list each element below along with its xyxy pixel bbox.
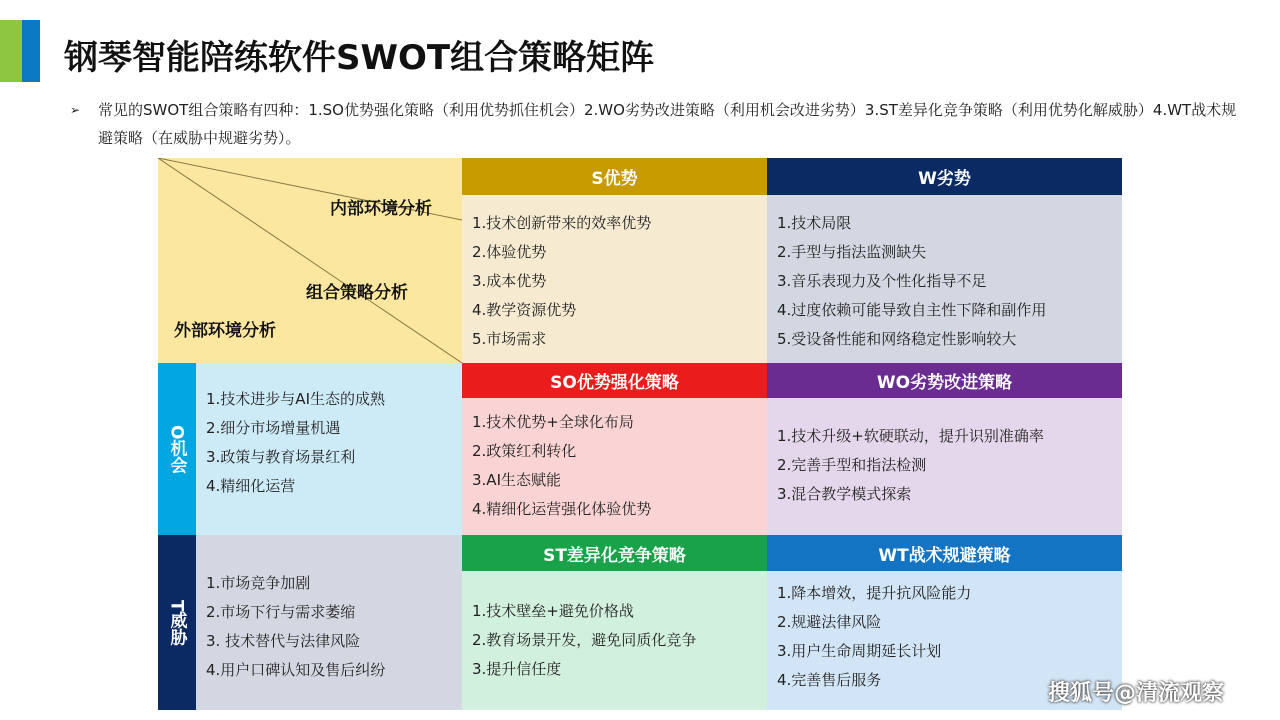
so-strategy-body [462, 398, 767, 535]
wo-strategy-header: WO劣势改进策略 [767, 363, 1122, 398]
list-item: 4.完善售后服务 [777, 671, 882, 689]
page-title: 钢琴智能陪练软件SWOT组合策略矩阵 [64, 38, 655, 78]
wt-strategy-header: WT战术规避策略 [767, 535, 1122, 571]
swot-matrix [158, 158, 1122, 710]
list-item: 3.AI生态赋能 [472, 471, 561, 489]
wo-strategy-body [767, 398, 1122, 535]
list-item: 4.教学资源优势 [472, 301, 577, 319]
list-item: 3.用户生命周期延长计划 [777, 642, 942, 660]
weaknesses-body [767, 195, 1122, 363]
intro-paragraph [70, 96, 1240, 152]
list-item: 2.细分市场增量机遇 [206, 419, 341, 437]
list-item: 3.政策与教育场景红利 [206, 448, 356, 466]
list-item: 3.提升信任度 [472, 660, 562, 678]
opportunities-body [196, 363, 462, 535]
list-item: 5.市场需求 [472, 330, 547, 348]
list-item: 1.技术创新带来的效率优势 [472, 214, 652, 232]
title-accent-green [0, 20, 22, 82]
list-item: 1.技术升级+软硬联动，提升识别准确率 [777, 427, 1044, 445]
threats-body [196, 535, 462, 710]
list-item: 1.技术壁垒+避免价格战 [472, 602, 634, 620]
list-item: 1.降本增效，提升抗风险能力 [777, 584, 972, 602]
strengths-body [462, 195, 767, 363]
threats-title: T威胁 [166, 599, 187, 646]
corner-label-external: 外部环境分析 [174, 321, 276, 341]
list-item: 1.技术进步与AI生态的成熟 [206, 390, 385, 408]
list-item: 2.手型与指法监测缺失 [777, 243, 927, 261]
opportunities-side-label [158, 363, 196, 535]
title-accent-blue [22, 20, 40, 82]
corner-label-internal: 内部环境分析 [330, 199, 432, 219]
list-item: 4.用户口碑认知及售后纠纷 [206, 661, 386, 679]
weaknesses-header: W劣势 [767, 158, 1122, 195]
list-item: 3.成本优势 [472, 272, 547, 290]
strengths-header: S优势 [462, 158, 767, 195]
list-item: 3. 技术替代与法律风险 [206, 632, 361, 650]
list-item: 4.过度依赖可能导致自主性下降和副作用 [777, 301, 1047, 319]
st-strategy-body [462, 571, 767, 710]
list-item: 2.市场下行与需求萎缩 [206, 603, 356, 621]
corner-cell [158, 158, 462, 363]
list-item: 3.混合教学模式探索 [777, 485, 912, 503]
list-item: 4.精细化运营强化体验优势 [472, 500, 652, 518]
so-strategy-header: SO优势强化策略 [462, 363, 767, 398]
list-item: 1.市场竞争加剧 [206, 574, 311, 592]
opportunities-title: O机会 [166, 424, 187, 474]
list-item: 5.受设备性能和网络稳定性影响较大 [777, 330, 1017, 348]
bullet-arrow-icon: ➢ [70, 103, 81, 117]
threats-side-label [158, 535, 196, 710]
list-item: 2.体验优势 [472, 243, 547, 261]
list-item: 1.技术优势+全球化布局 [472, 413, 634, 431]
list-item: 2.完善手型和指法检测 [777, 456, 927, 474]
list-item: 1.技术局限 [777, 214, 852, 232]
list-item: 2.教育场景开发，避免同质化竞争 [472, 631, 697, 649]
list-item: 3.音乐表现力及个性化指导不足 [777, 272, 987, 290]
intro-text: 常见的SWOT组合策略有四种：1.SO优势强化策略（利用优势抓住机会）2.WO劣势改进策略（利用机会改进劣势）3.ST差异化竞争策略（利用优势化解威胁）4.WT战术规避策略（在威胁中规避劣势）。 [98, 101, 1237, 147]
list-item: 2.规避法律风险 [777, 613, 882, 631]
corner-label-combined: 组合策略分析 [306, 283, 408, 303]
st-strategy-header: ST差异化竞争策略 [462, 535, 767, 571]
list-item: 4.精细化运营 [206, 477, 296, 495]
list-item: 2.政策红利转化 [472, 442, 577, 460]
watermark-text: 搜狐号@清流观察 [1048, 681, 1225, 706]
